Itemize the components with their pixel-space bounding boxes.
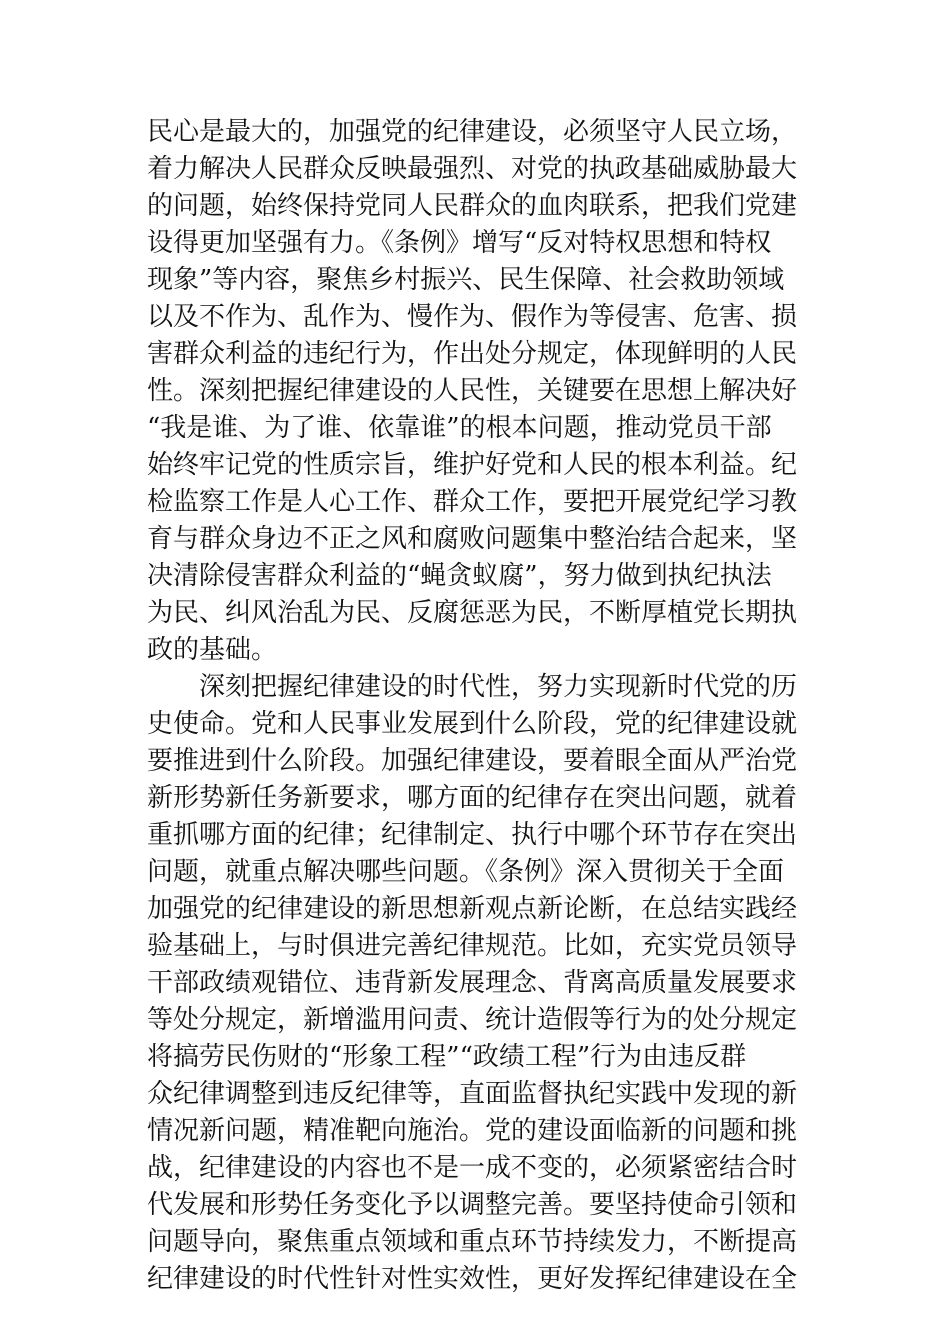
text-line: 现象”等内容，聚焦乡村振兴、民生保障、社会救助领域 bbox=[147, 265, 785, 295]
text-line: 深刻把握纪律建设的时代性，努力实现新时代党的历 bbox=[199, 672, 798, 702]
text-line: 以及不作为、乱作为、慢作为、假作为等侵害、危害、损 bbox=[147, 302, 798, 332]
text-line: 验基础上，与时俱进完善纪律规范。比如，充实党员领导 bbox=[147, 931, 798, 961]
text-line: 性。深刻把握纪律建设的人民性，关键要在思想上解决好 bbox=[147, 376, 798, 406]
text-line: 决清除侵害群众利益的“蝇贪蚁腐”，努力做到执纪执法 bbox=[147, 561, 772, 591]
text-line: 重抓哪方面的纪律；纪律制定、执行中哪个环节存在突出 bbox=[147, 820, 798, 850]
text-line: 情况新问题，精准靶向施治。党的建设面临新的问题和挑 bbox=[147, 1116, 798, 1146]
text-line: 育与群众身边不正之风和腐败问题集中整治结合起来，坚 bbox=[147, 524, 798, 554]
text-line: 始终牢记党的性质宗旨，维护好党和人民的根本利益。纪 bbox=[147, 450, 798, 480]
paragraph-people bbox=[147, 114, 807, 669]
text-line: 政的基础。 bbox=[147, 635, 278, 665]
text-line: 加强党的纪律建设的新思想新观点新论断，在总结实践经 bbox=[147, 894, 798, 924]
text-line: 要推进到什么阶段。加强纪律建设，要着眼全面从严治党 bbox=[147, 746, 798, 776]
text-line: 问题导向，聚焦重点领域和重点环节持续发力，不断提高 bbox=[147, 1227, 798, 1257]
text-line: 害群众利益的违纪行为，作出处分规定，体现鲜明的人民 bbox=[147, 339, 798, 369]
document-body bbox=[147, 114, 807, 1298]
text-line: 将搞劳民伤财的“形象工程”“政绩工程”行为由违反群 bbox=[147, 1042, 747, 1072]
text-line: 纪律建设的时代性针对性实效性，更好发挥纪律建设在全 bbox=[147, 1264, 798, 1294]
paragraph-era bbox=[147, 669, 807, 1298]
text-line: 民心是最大的，加强党的纪律建设，必须坚守人民立场， bbox=[147, 117, 798, 147]
text-line: 着力解决人民群众反映最强烈、对党的执政基础威胁最大 bbox=[147, 154, 798, 184]
text-line: 的问题，始终保持党同人民群众的血肉联系，把我们党建 bbox=[147, 191, 798, 221]
text-line: 代发展和形势任务变化予以调整完善。要坚持使命引领和 bbox=[147, 1190, 798, 1220]
text-line: 设得更加坚强有力。《条例》增写“反对特权思想和特权 bbox=[147, 228, 772, 258]
text-line: 问题，就重点解决哪些问题。《条例》深入贯彻关于全面 bbox=[147, 857, 785, 887]
text-line: 新形势新任务新要求，哪方面的纪律存在突出问题，就着 bbox=[147, 783, 798, 813]
text-line: 检监察工作是人心工作、群众工作，要把开展党纪学习教 bbox=[147, 487, 798, 517]
text-line: 干部政绩观错位、违背新发展理念、背离高质量发展要求 bbox=[147, 968, 798, 998]
text-line: 等处分规定，新增滥用问责、统计造假等行为的处分规定 bbox=[147, 1005, 798, 1035]
text-line: 战，纪律建设的内容也不是一成不变的，必须紧密结合时 bbox=[147, 1153, 798, 1183]
text-line: “我是谁、为了谁、依靠谁”的根本问题，推动党员干部 bbox=[147, 413, 772, 443]
text-line: 史使命。党和人民事业发展到什么阶段，党的纪律建设就 bbox=[147, 709, 798, 739]
text-line: 众纪律调整到违反纪律等，直面监督执纪实践中发现的新 bbox=[147, 1079, 798, 1109]
text-line: 为民、纠风治乱为民、反腐惩恶为民，不断厚植党长期执 bbox=[147, 598, 798, 628]
